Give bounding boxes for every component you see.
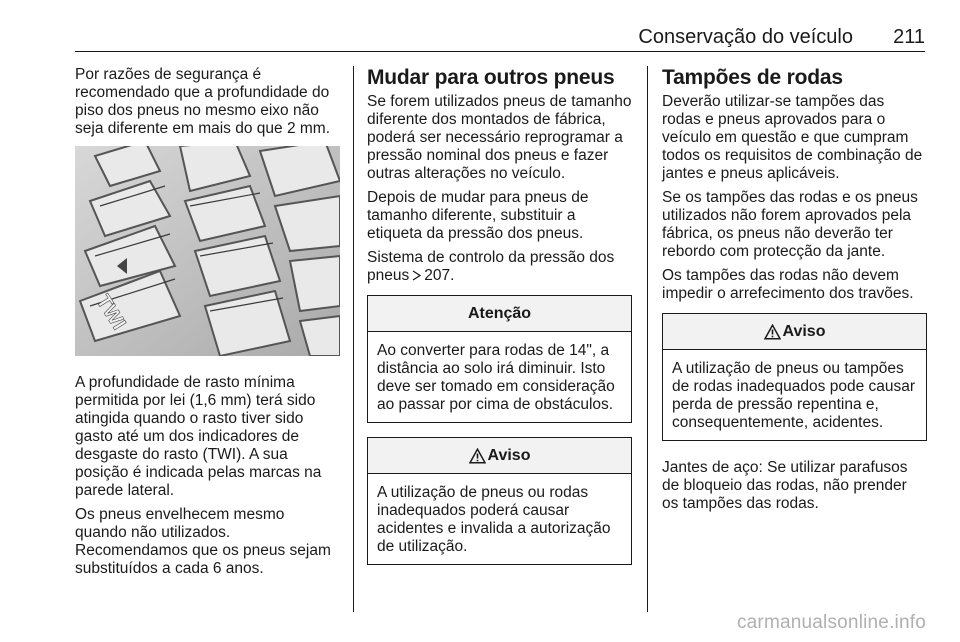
safety-paragraph: Por razões de segurança é recomendado que a profundidade do piso dos pneus no mesmo eixo não seja diferente em mais do que 2 mm. bbox=[75, 66, 331, 137]
reference-page-link[interactable]: 207. bbox=[424, 267, 455, 284]
pressure-system-reference bbox=[367, 249, 632, 285]
column-1 bbox=[75, 66, 340, 584]
caution-box bbox=[367, 295, 632, 423]
different-size-paragraph: Se forem utilizados pneus de tamanho diferente dos montados de fábrica, poderá ser necessário reprogramar a pressão nominal dos pneus e fazer outras alterações no veículo. bbox=[367, 93, 632, 182]
caution-box-text: Ao converter para rodas de 14", a distância ao solo irá diminuir. Isto deve ser tomado em consideração ao passar por cima de obstáculos. bbox=[377, 342, 615, 413]
page-reference-arrow-icon bbox=[412, 270, 421, 281]
tire-tread-image bbox=[75, 146, 340, 356]
section-heading-other-tyres: Mudar para outros pneus bbox=[367, 66, 615, 89]
minimum-depth-paragraph: A profundidade de rasto mínima permitida por lei (1,6 mm) terá sido atingida quando o rasto tiver sido gasto até um dos indicadores de desgaste do rasto (TWI). A sua posição é indicada pelas marcas na parede lateral. bbox=[75, 374, 322, 499]
warning-box-text: A utilização de pneus ou rodas inadequados poderá causar acidentes e invalida a autorização de utilização. bbox=[377, 484, 611, 555]
column-divider-1 bbox=[353, 66, 354, 612]
warning-box bbox=[367, 437, 632, 565]
page-number: 211 bbox=[893, 26, 925, 48]
brake-cooling-paragraph: Os tampões das rodas não devem impedir o arrefecimento dos travões. bbox=[662, 267, 914, 302]
warning-box-covers-title: Aviso bbox=[782, 322, 826, 340]
twi-marking: TWI bbox=[91, 291, 130, 334]
section-heading-wheel-covers: Tampões de rodas bbox=[662, 66, 843, 89]
steel-wheels-paragraph: Jantes de aço: Se utilizar parafusos de bloqueio das rodas, não prender os tampões das rodas. bbox=[662, 459, 908, 512]
column-2 bbox=[367, 66, 632, 579]
column-divider-2 bbox=[647, 66, 648, 612]
approved-covers-paragraph: Deverão utilizar-se tampões das rodas e pneus aprovados para o veículo em questão e que cumpram todos os requisitos de combinação de jantes e pneus aplicáveis. bbox=[662, 93, 923, 182]
reference-text: Sistema de controlo da pressão dos pneus bbox=[367, 249, 615, 284]
label-paragraph: Depois de mudar para pneus de tamanho diferente, substituir a etiqueta da pressão dos pneus. bbox=[367, 189, 589, 242]
column-3 bbox=[662, 66, 927, 519]
page-header bbox=[75, 24, 925, 52]
warning-box-covers bbox=[662, 313, 927, 441]
watermark: carmanualsonline.info bbox=[736, 612, 926, 633]
rim-protection-paragraph: Se os tampões das rodas e os pneus utilizados não forem aprovados pela fábrica, os pneus não deverão ter rebordo com protecção da jante. bbox=[662, 189, 918, 260]
warning-triangle-icon bbox=[764, 324, 781, 340]
warning-box-covers-text: A utilização de pneus ou tampões de rodas inadequados pode causar perda de pressão repentina e, consequentemente, acidentes. bbox=[672, 360, 916, 431]
warning-box-title: Aviso bbox=[487, 446, 531, 464]
header-title: Conservação do veículo bbox=[638, 26, 853, 48]
aging-paragraph: Os pneus envelhecem mesmo quando não utilizados. bbox=[75, 506, 285, 541]
replacement-paragraph: Recomendamos que os pneus sejam substituídos a cada 6 anos. bbox=[75, 542, 331, 577]
caution-box-title: Atenção bbox=[368, 296, 631, 332]
warning-triangle-icon bbox=[469, 448, 486, 464]
